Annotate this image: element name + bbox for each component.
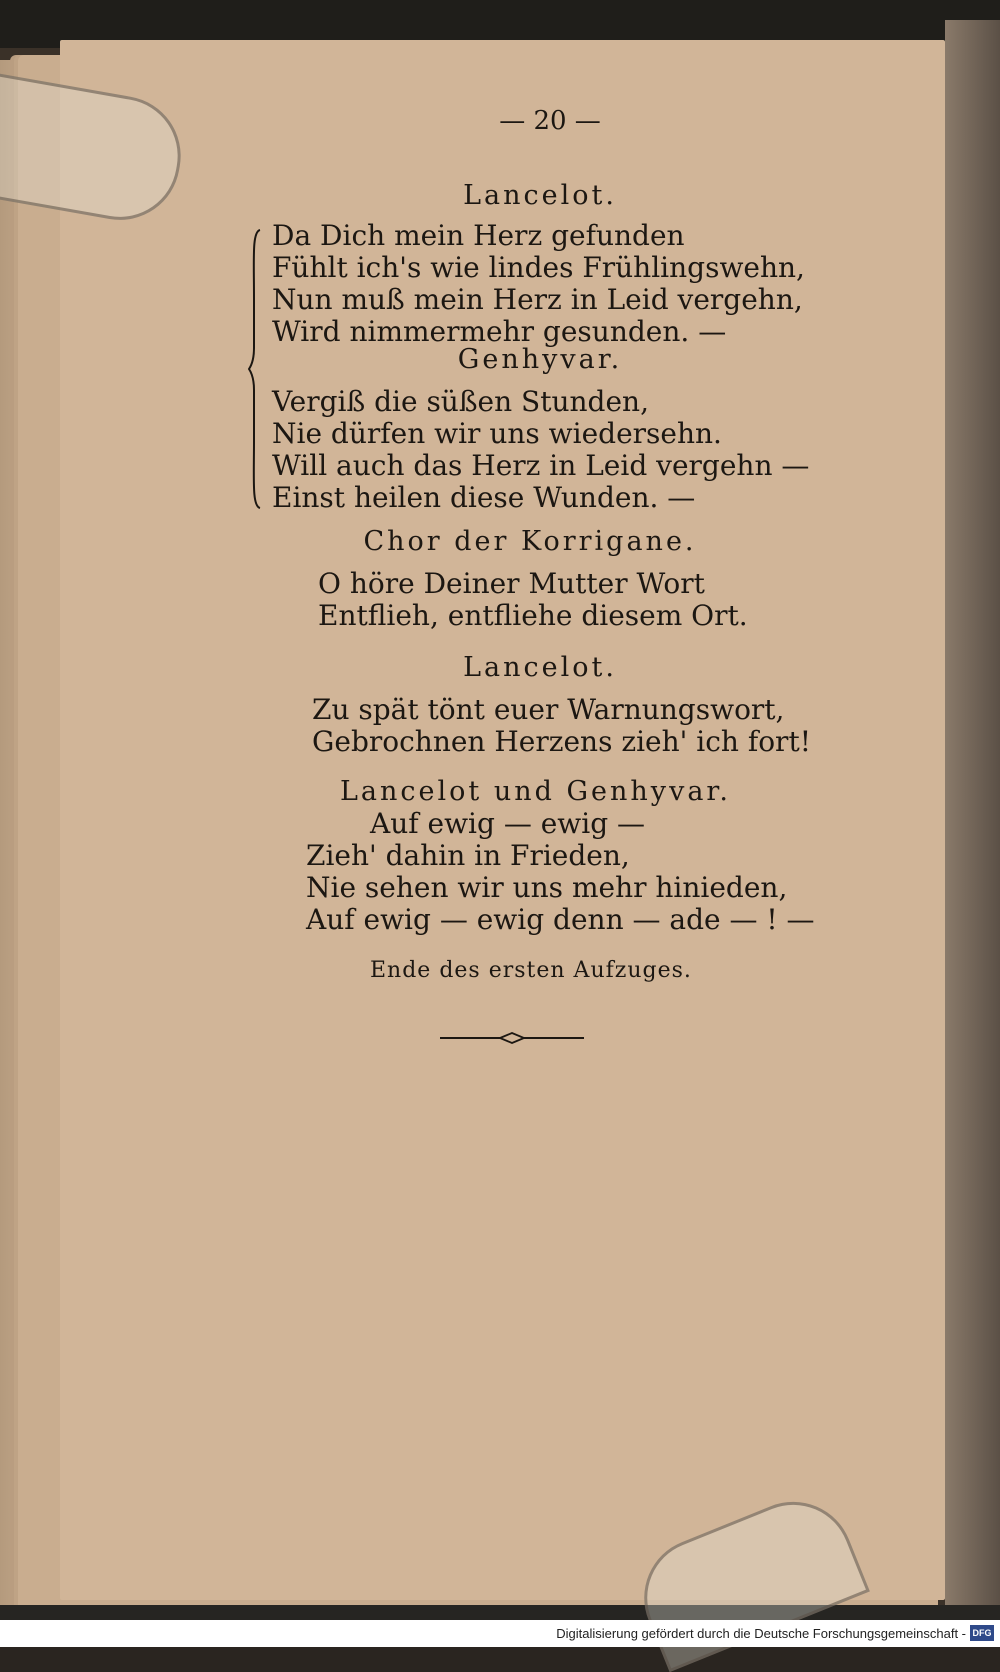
dfg-logo-icon: DFG (970, 1625, 994, 1641)
footer-credit-text: Digitalisierung gefördert durch die Deutsche Forschungsgemeinschaft - (556, 1626, 966, 1641)
act-end-note: Ende des ersten Aufzuges. (370, 958, 692, 983)
verse-line: Zieh' dahin in Frieden, (306, 839, 630, 872)
speaker-lancelot-2: Lancelot. (463, 652, 617, 683)
digitization-footer (0, 1620, 1000, 1647)
verse-line: Auf ewig — ewig — (370, 807, 646, 840)
page-number: — 20 — (499, 106, 601, 136)
verse-line: Nie dürfen wir uns wiedersehn. (272, 417, 722, 450)
verse-line: Entflieh, entfliehe diesem Ort. (318, 599, 748, 632)
verse-line: Wird nimmermehr gesunden. — (272, 315, 727, 348)
speaker-lancelot: Lancelot. (463, 180, 617, 211)
book-right-edge (945, 20, 1000, 1610)
ornament-divider (438, 1028, 586, 1048)
verse-line: Nun muß mein Herz in Leid vergehn, (272, 283, 803, 316)
speaker-genhyvar: Genhyvar. (457, 344, 623, 375)
verse-line: Da Dich mein Herz gefunden (272, 219, 685, 252)
verse-line: Fühlt ich's wie lindes Frühlingswehn, (272, 251, 805, 284)
verse-line: Vergiß die süßen Stunden, (272, 385, 649, 418)
duet-brace (248, 228, 262, 510)
verse-line: Gebrochnen Herzens zieh' ich fort! (312, 725, 811, 758)
verse-line: O höre Deiner Mutter Wort (318, 567, 705, 600)
verse-line: Zu spät tönt euer Warnungswort, (312, 693, 785, 726)
verse-line: Einst heilen diese Wunden. — (272, 481, 696, 514)
verse-line: Will auch das Herz in Leid vergehn — (272, 449, 810, 482)
verse-line: Auf ewig — ewig denn — ade — ! — (306, 903, 815, 936)
verse-line: Nie sehen wir uns mehr hinieden, (306, 871, 788, 904)
speaker-chor-der-korrigane: Chor der Korrigane. (363, 526, 697, 557)
speaker-lancelot-und-genhyvar: Lancelot und Genhyvar. (340, 776, 731, 807)
